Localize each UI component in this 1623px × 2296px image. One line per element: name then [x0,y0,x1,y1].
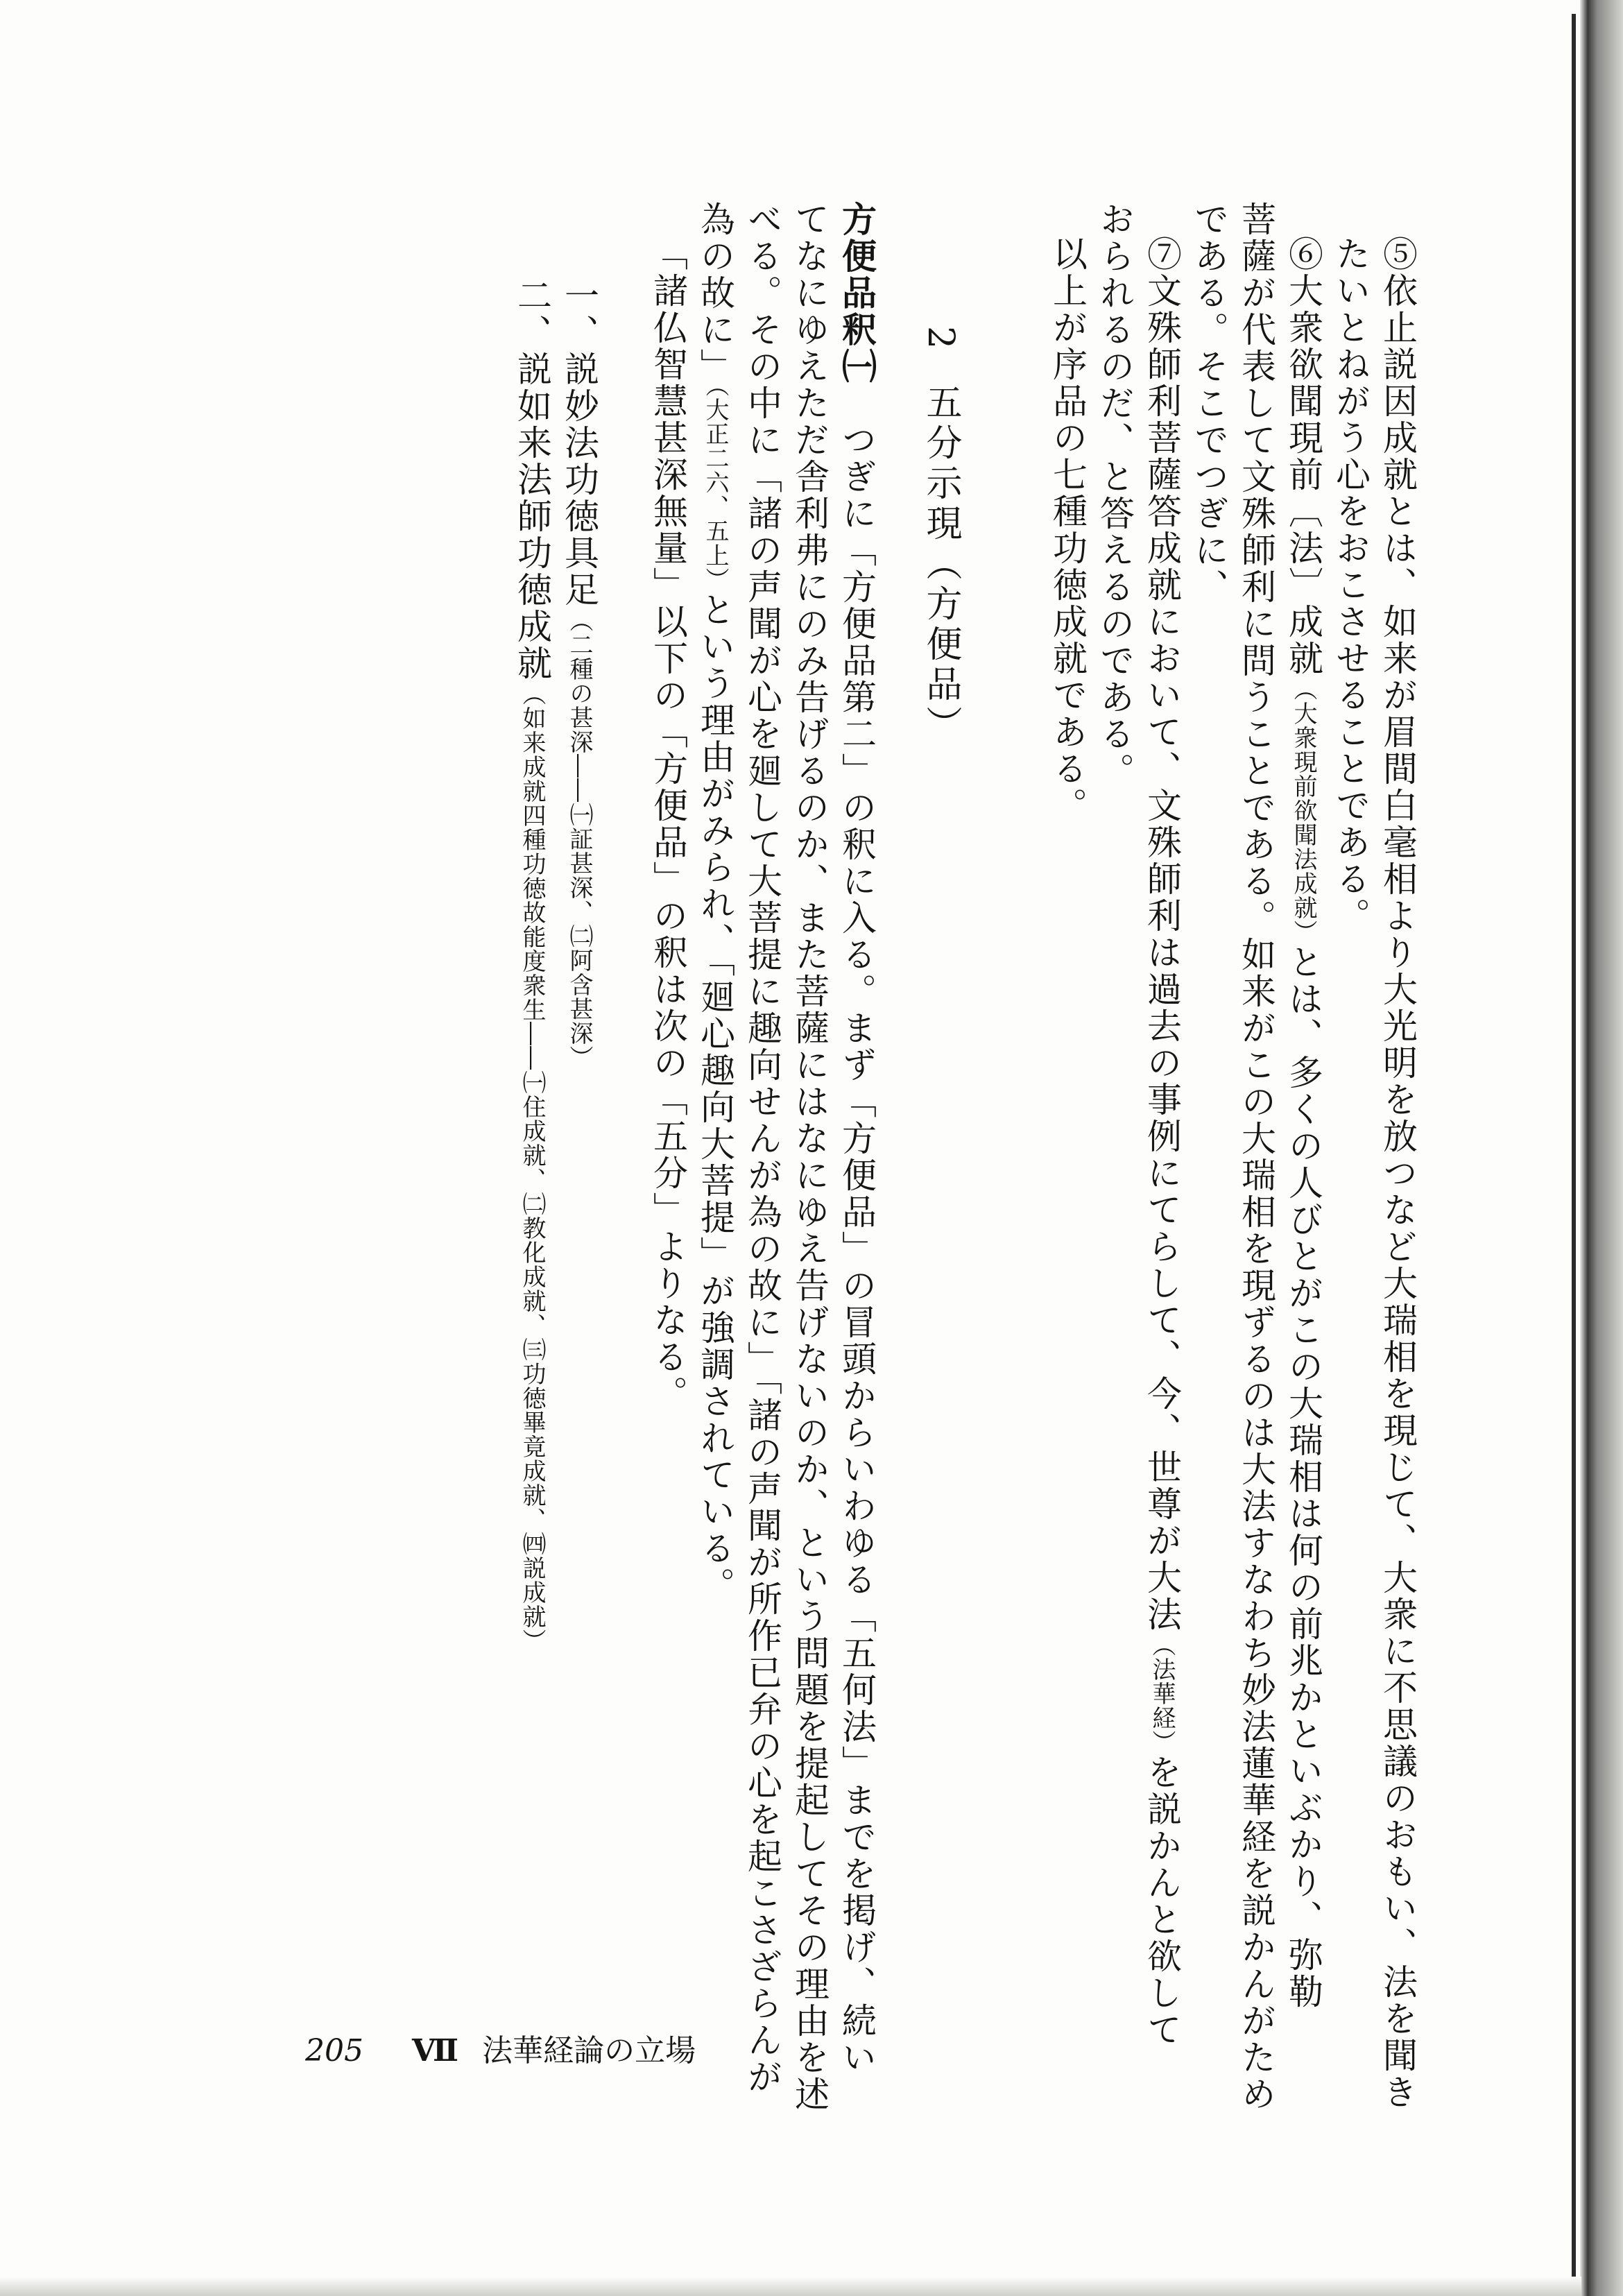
text-column [1047,236,1088,824]
body-text: ⑥大衆欲聞現前〔法〕成就 [1283,236,1323,677]
text-column [1142,236,1182,2048]
text-column [836,201,877,2076]
section-number: 2 [920,326,961,354]
body-text: てなにゆえただ舎利弗にのみ告げるのか、また菩薩にはなにゆえ告げないのか、という問題を提起してその理由を述 [789,201,830,2113]
section-title: 五分示現（方便品） [920,384,961,746]
body-text: 二、説如来法師功徳成就 [512,277,552,682]
body-text: おられるのだ、と答えるのである。 [1094,201,1135,789]
text-column [1377,236,1418,2111]
annotation-text: （大衆現前欲聞法成就） [1289,677,1317,944]
page-footer [305,2025,696,2070]
text-column [1283,236,1323,2010]
annotation-text: （二種の甚深――㈠証甚深、㈡阿含甚深） [565,608,593,1070]
annotation-text: （大正二六、五上） [701,385,729,592]
body-text: という理由がみられ、「廻心趣向大菩提」が強調されている。 [695,592,735,1604]
body-text: である。そこでつぎに、 [1189,201,1229,606]
body-text: を説かんと欲して [1142,1754,1182,2048]
text-column [512,277,552,1653]
chapter-title: 法華経論の立場 [482,2033,696,2068]
body-text: 為の故に」 [695,201,735,385]
text-column [789,201,830,2113]
page-edge-line [1572,14,1576,2282]
text-column [559,277,599,1070]
text-column [1330,236,1371,934]
text-column [695,201,735,1604]
text-column [742,201,782,2096]
body-text: ⑤依止説因成就とは、如来が眉間白毫相より大光明を放つなど大瑞相を現じて、大衆に不思議のおもい、法を聞き [1377,236,1418,2111]
body-text: 菩薩が代表して文殊師利に問うことである。如来がこの大瑞相を現ずるのは大法すなわち妙法蓮華経を説かんがため [1236,201,1276,2113]
text-column [1236,201,1276,2113]
annotation-text: （如来成就四種功徳故能度衆生――㈠住成就、㈡教化成就、㈢功徳畢竟成就、㈣説成就） [518,682,546,1653]
body-text: べる。その中に「諸の声聞が心を廻して大菩提に趣向せんが為の故に」「諸の声聞が所作已弁の心を起こさざらんが [742,201,782,2096]
bold-heading-text: 方便品釈㈠ [836,201,877,385]
text-column [1189,201,1229,606]
page-edge-shadow [1580,0,1623,2296]
body-text: 以上が序品の七種功徳成就である。 [1047,236,1088,824]
section-heading [922,326,959,746]
body-text: たいとねがう心をおこさせることである。 [1330,236,1371,934]
text-column [1094,201,1135,789]
body-text: つぎに「方便品第二」の釈に入る。まず「方便品」の冒頭からいわゆる「五何法」までを掲げ、続い [836,385,877,2076]
page-number: 205 [305,2033,363,2068]
text-column [648,236,688,1412]
body-text: ⑦文殊師利菩薩答成就において、文殊師利は過去の事例にてらして、今、世尊が大法 [1142,236,1182,1633]
body-text: 一、説妙法功徳具足 [559,277,599,608]
body-text: 「諸仏智慧甚深無量」以下の「方便品」の釈は次の「五分」よりなる。 [648,236,688,1412]
body-text: とは、多くの人びとがこの大瑞相は何の前兆かといぶかり、弥勒 [1283,944,1323,2010]
annotation-text: （法華経） [1148,1633,1176,1754]
page-bottom-edge [0,2277,1581,2296]
chapter-number: Ⅶ [411,2033,459,2068]
